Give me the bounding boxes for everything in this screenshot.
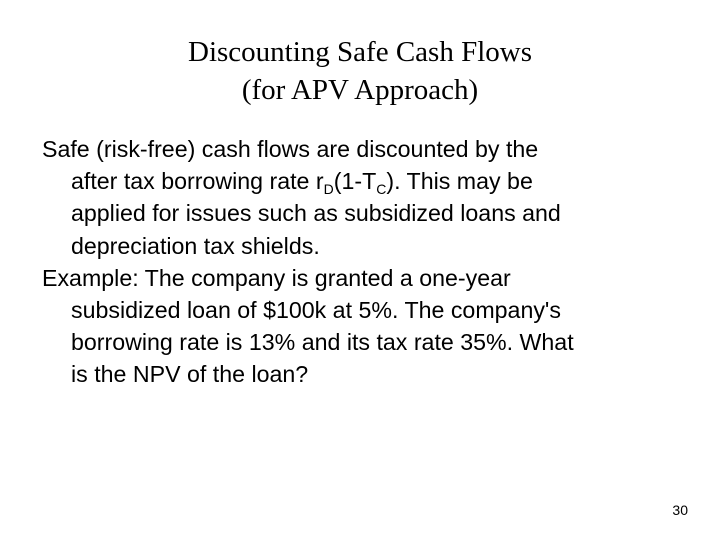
paragraph-example [42,262,682,391]
slide-body [42,133,682,391]
paragraph-2-line-2: subsidized loan of $100k at 5%. The company's [71,297,561,324]
paragraph-1-line-4: depreciation tax shields. [71,232,320,259]
paragraph-1-line-2 [42,165,682,197]
title-line-1: Discounting Safe Cash Flows [188,36,532,68]
paragraph-1-line-3: applied for issues such as subsidized loans and [71,200,561,227]
tax-factor-text: (1-T [333,168,377,195]
paragraph-2-line-4: is the NPV of the loan? [71,361,309,388]
title-line-2: (for APV Approach) [241,74,479,106]
subscript-c: C [376,181,387,198]
paragraph-1-line-1: Safe (risk-free) cash flows are discounted by the [42,136,539,162]
borrowing-rate-text: after tax borrowing rate r [71,168,324,195]
page-number: 30 [672,502,688,518]
paragraph-2-line-1: Example: The company is granted a one-year [42,264,511,291]
paragraph-2-line-3: borrowing rate is 13% and its tax rate 35%. What [71,329,574,356]
paragraph-safe-cash-flows [42,133,682,262]
slide-title [0,33,720,109]
may-be-text: ). This may be [386,168,533,195]
subscript-d: D [323,181,334,198]
